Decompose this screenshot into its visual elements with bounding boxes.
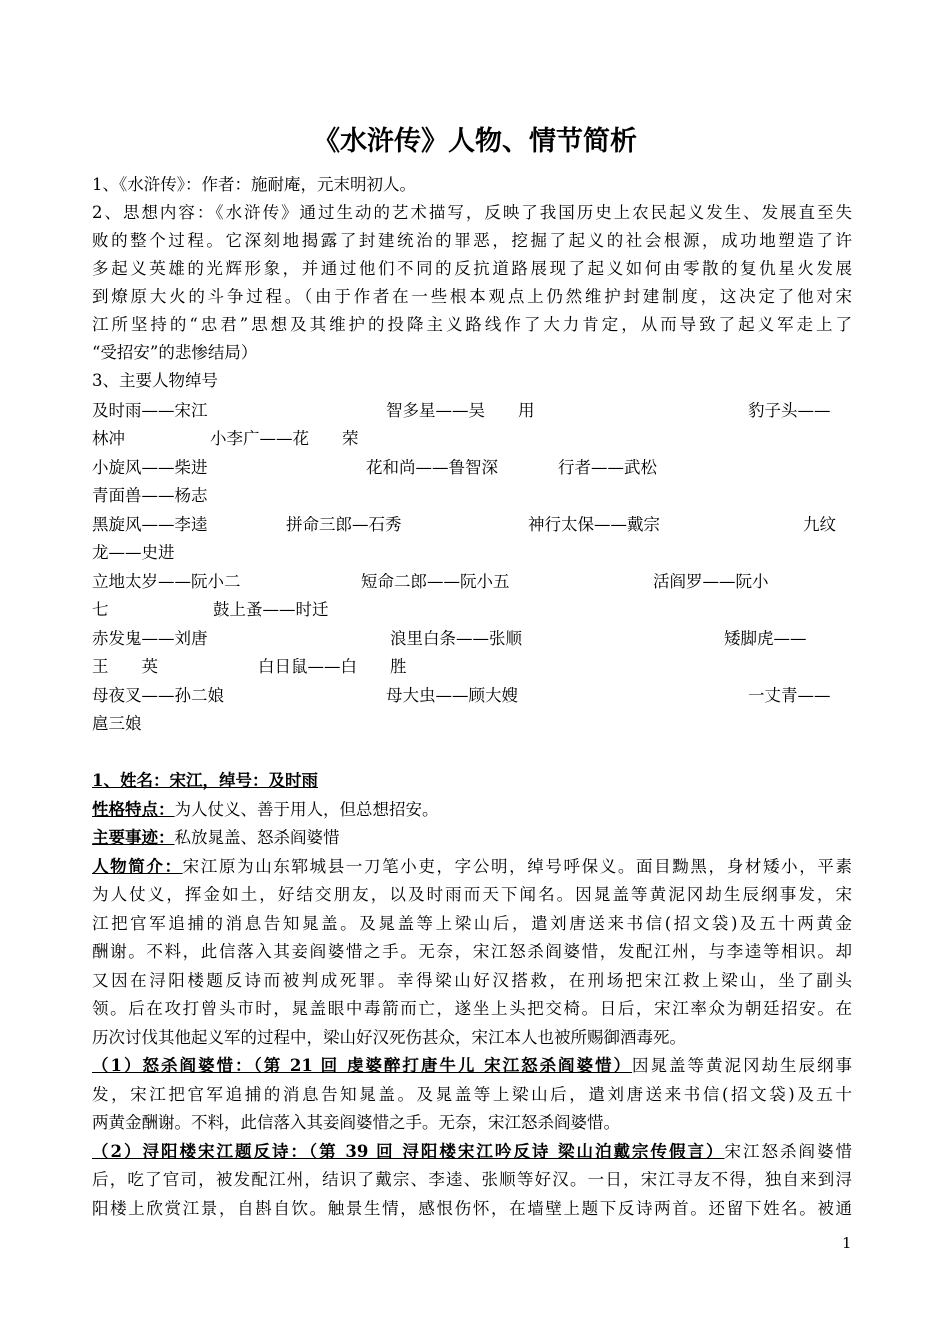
nickname-entry: 小旋风——柴进 <box>92 458 208 477</box>
nickname-entry: 母夜叉——孙二娘 <box>92 686 224 705</box>
nickname-entry: 黑旋风——李逵 <box>92 515 208 534</box>
bio-line: 又因在浔阳楼题反诗而被判成死罪。幸得梁山好汉搭救，在刑场把宋江救上梁山，坐了副头 <box>92 971 852 990</box>
episode-text: 宋江怒杀阎婆惜 <box>724 1142 853 1161</box>
bio-line: 领。后在攻打曾头市时，晁盖眼中毒箭而亡，遂坐上头把交椅。日后，宋江率众为朝廷招安。在 <box>92 999 852 1018</box>
nickname-entry: 拼命三郎—石秀 <box>286 515 402 534</box>
episode-label: （1）怒杀阎婆惜：（第 21 回 虔婆醉打唐牛儿 宋江怒杀阎婆惜） <box>92 1056 633 1075</box>
bio-line: 酬谢。不料，此信落入其妾阎婆惜之手。无奈，宋江怒杀阎婆惜，发配江州，与李逵等相识。却 <box>92 942 852 961</box>
nickname-entry: 白日鼠——白 胜 <box>258 657 407 676</box>
nickname-entry: 豹子头—— <box>748 401 831 420</box>
nicknames-heading: 3、主要人物绰号 <box>92 371 218 390</box>
nickname-entry: 及时雨——宋江 <box>92 401 208 420</box>
thought-line: 2、思想内容：《水浒传》通过生动的艺术描写，反映了我国历史上农民起义发生、发展直至失 <box>92 203 852 222</box>
nickname-entry: 赤发鬼——刘唐 <box>92 629 208 648</box>
character-heading: 1、姓名：宋江，绰号：及时雨 <box>92 771 318 790</box>
bio-line <box>92 853 852 880</box>
nickname-entry: 林冲 <box>92 429 125 448</box>
author-line: 1、《水浒传》：作者：施耐庵，元末明初人。 <box>92 175 416 194</box>
episode-label: （2）浔阳楼宋江题反诗：（第 39 回 浔阳楼宋江吟反诗 梁山泊戴宗传假言） <box>92 1142 725 1161</box>
deeds-text: 私放晁盖、怒杀阎婆惜 <box>174 828 340 847</box>
nickname-entry: 九纹 <box>803 515 836 534</box>
episode-line: 后，吃了官司，被发配江州，结识了戴宗、李逵、张顺等好汉。一日，宋江寻友不得，独自来到浔 <box>92 1170 852 1189</box>
nickname-entry: 智多星——吴 用 <box>386 401 535 420</box>
nickname-entry: 活阎罗——阮小 <box>653 572 769 591</box>
nickname-entry: 矮脚虎—— <box>724 629 807 648</box>
nickname-entry: 王 英 <box>92 657 158 676</box>
nickname-entry: 鼓上蚤——时迁 <box>213 600 329 619</box>
deeds-label: 主要事迹： <box>92 828 175 847</box>
nickname-entry: 母大虫——顾大嫂 <box>386 686 518 705</box>
nickname-entry: 小李广——花 荣 <box>210 429 359 448</box>
bio-line: 历次讨伐其他起义军的过程中，梁山好汉死伤甚众，宋江本人也被所赐御酒毒死。 <box>92 1028 686 1047</box>
nickname-entry: 龙——史进 <box>92 543 175 562</box>
episode-line <box>92 1052 852 1079</box>
nickname-entry: 短命二郎——阮小五 <box>361 572 510 591</box>
nickname-entry: 七 <box>92 600 109 619</box>
traits-label: 性格特点： <box>92 800 175 819</box>
episode-line <box>92 1138 852 1165</box>
deeds-row <box>92 824 340 851</box>
nickname-entry: 青面兽——杨志 <box>92 486 208 505</box>
nickname-entry: 立地太岁——阮小二 <box>92 572 241 591</box>
nickname-entry: 一丈青—— <box>748 686 831 705</box>
episode-line: 两黄金酬谢。不料，此信落入其妾阎婆惜之手。无奈，宋江怒杀阎婆惜。 <box>92 1113 620 1132</box>
episode-line: 阳楼上欣赏江景，自斟自饮。触景生情，感恨伤怀，在墙壁上题下反诗两首。还留下姓名。被通 <box>92 1199 852 1218</box>
nickname-entry: 神行太保——戴宗 <box>528 515 660 534</box>
thought-line: 到燎原大火的斗争过程。（由于作者在一些根本观点上仍然维护封建制度，这决定了他对宋 <box>92 287 852 306</box>
bio-label: 人物简介： <box>92 857 183 876</box>
thought-line: 多起义英雄的光辉形象，并通过他们不同的反抗道路展现了起义如何由零散的复仇星火发展 <box>92 259 852 278</box>
nickname-entry: 扈三娘 <box>92 714 142 733</box>
bio-text: 宋江原为山东郓城县一刀笔小吏，字公明，绰号呼保义。面目黝黑，身材矮小，平素 <box>182 857 853 876</box>
bio-line: 江把官军追捕的消息告知晁盖。及晁盖等上梁山后，遣刘唐送来书信(招文袋)及五十两黄金 <box>92 914 852 933</box>
thought-line: “受招安”的悲惨结局） <box>92 343 258 362</box>
nickname-entry: 花和尚——鲁智深 <box>366 458 498 477</box>
nickname-entry: 行者——武松 <box>558 458 657 477</box>
page-number: 1 <box>842 1234 852 1252</box>
thought-line: 败的整个过程。它深刻地揭露了封建统治的罪恶，挖掘了起义的社会根源，成功地塑造了许 <box>92 231 852 250</box>
nickname-entry: 浪里白条——张顺 <box>390 629 522 648</box>
episode-line: 发，宋江把官军追捕的消息告知晁盖。及晁盖等上梁山后，遣刘唐送来书信(招文袋)及五十 <box>92 1085 852 1104</box>
thought-line: 江所坚持的“忠君”思想及其维护的投降主义路线作了大力肯定，从而导致了起义军走上了 <box>92 315 852 334</box>
traits-row <box>92 796 439 823</box>
document-title: 《水浒传》人物、情节简析 <box>313 126 637 157</box>
traits-text: 为人仗义、善于用人，但总想招安。 <box>174 800 439 819</box>
episode-text: 因晁盖等黄泥冈劫生辰纲事 <box>632 1056 853 1075</box>
bio-line: 为人仗义，挥金如土，好结交朋友，以及时雨而天下闻名。因晁盖等黄泥冈劫生辰纲事发，宋 <box>92 885 852 904</box>
